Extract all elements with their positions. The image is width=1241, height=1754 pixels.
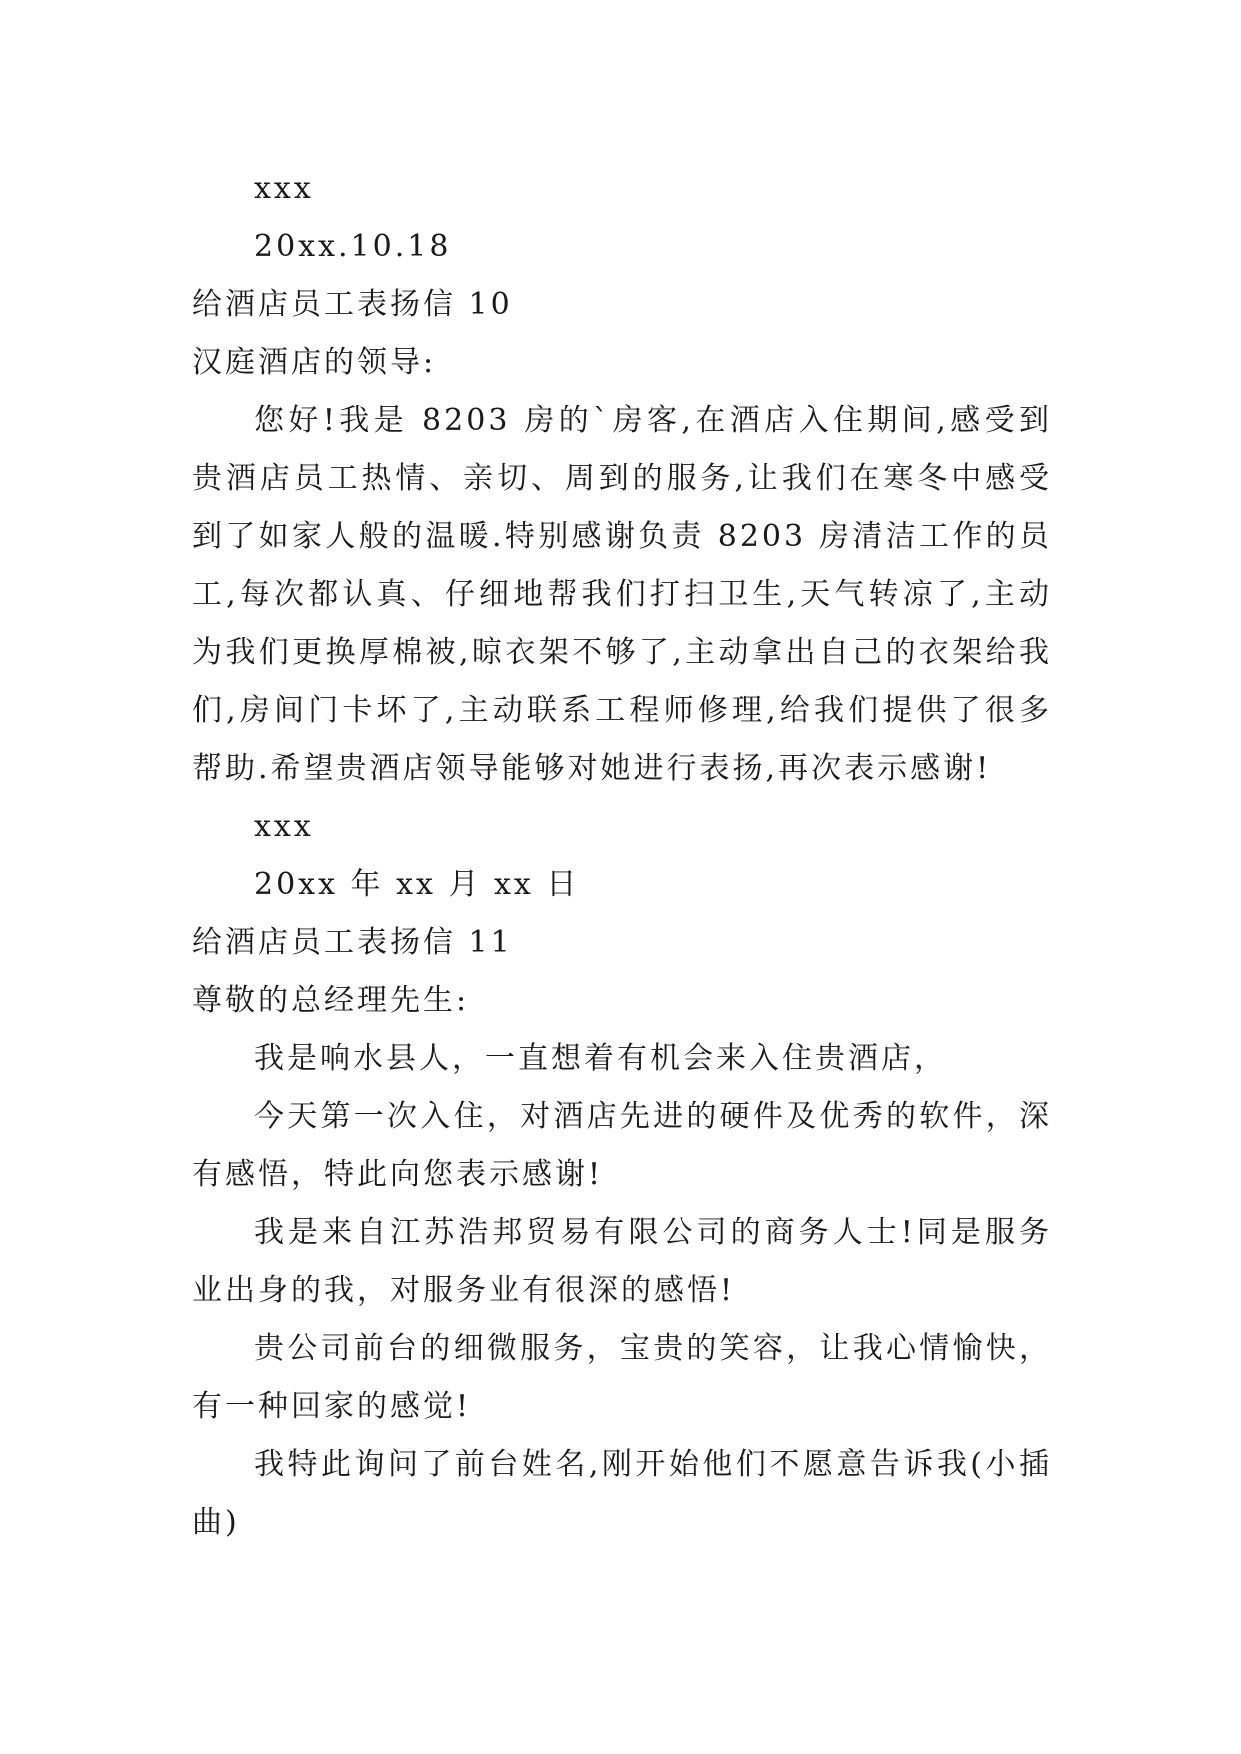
signature-prev: xxx (254, 171, 314, 206)
letter-10-title: 给酒店员工表扬信 10 (192, 287, 513, 322)
letter-11-paragraph-5: 我特此询问了前台姓名,刚开始他们不愿意告诉我(小插曲) (192, 1447, 1052, 1540)
letter-11-paragraph-3: 我是来自江苏浩邦贸易有限公司的商务人士!同是服务业出身的我，对服务业有很深的感悟! (192, 1215, 1052, 1308)
letter-11-paragraph-2: 今天第一次入住，对酒店先进的硬件及优秀的软件，深有感悟，特此向您表示感谢! (192, 1099, 1052, 1192)
letter-10-signature: xxx (254, 809, 314, 844)
date-prev: 20xx.10.18 (254, 229, 452, 264)
letter-11-paragraph-1: 我是响水县人，一直想着有机会来入住贵酒店， (254, 1041, 947, 1076)
letter-11-title: 给酒店员工表扬信 11 (192, 925, 513, 960)
letter-11-salutation: 尊敬的总经理先生: (192, 983, 470, 1018)
letter-10-date: 20xx 年 xx 月 xx 日 (254, 867, 580, 902)
letter-11-paragraph-4: 贵公司前台的细微服务，宝贵的笑容，让我心情愉快，有一种回家的感觉! (192, 1331, 1052, 1424)
document-content (192, 160, 1052, 1552)
letter-10-body: 您好!我是 8203 房的`房客,在酒店入住期间,感受到贵酒店员工热情、亲切、周到的服务,让我们在寒冬中感受到了如家人般的温暖.特别感谢负责 8203 房清洁工作的员工,每次都认真、仔细地帮我们打扫卫生,天气转凉了,主动为我们更换厚棉被,晾衣架不够了,主动拿出自己的衣架给我们,房间门卡坏了,主动联系工程师修理,给我们提供了很多帮助.希望贵酒店领导能够对她进行表扬,再次表示感谢! (192, 403, 1052, 786)
letter-10-salutation: 汉庭酒店的领导: (192, 345, 437, 380)
